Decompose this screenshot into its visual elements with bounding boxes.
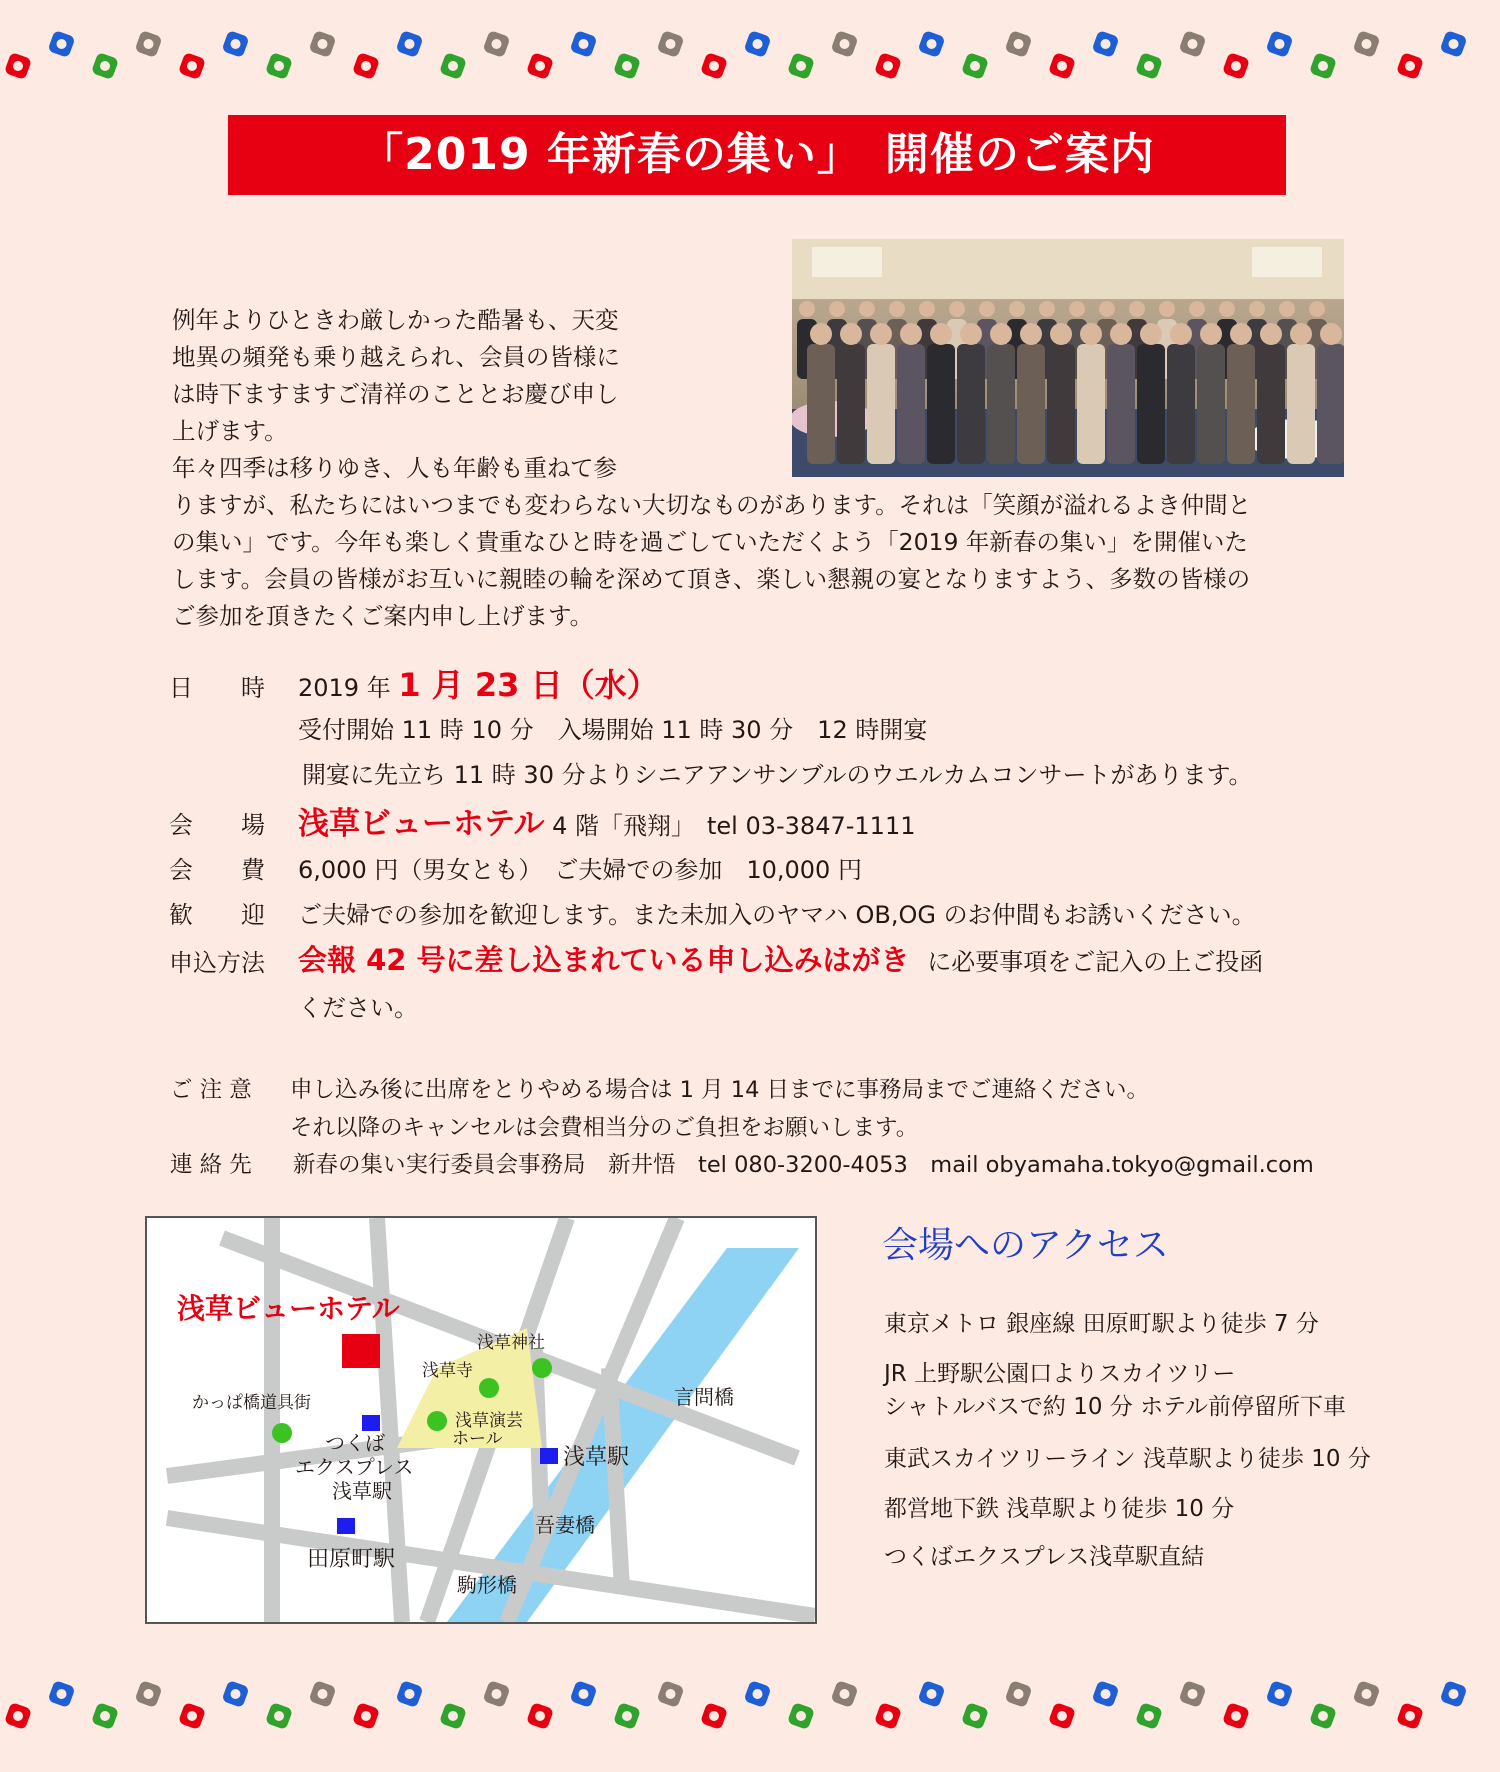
caution-label: ご 注 意 — [170, 1077, 252, 1103]
fee-label: 会 費 — [169, 856, 265, 884]
datetime-value — [298, 660, 659, 706]
contact-label: 連 絡 先 — [170, 1152, 252, 1178]
border-bead — [961, 52, 989, 80]
border-bead — [743, 30, 771, 58]
border-bead — [874, 1702, 902, 1730]
border-bead — [1004, 30, 1032, 58]
border-bead — [1396, 1702, 1424, 1730]
border-bead — [787, 1702, 815, 1730]
map-kototoi-label: 言問橋 — [674, 1385, 734, 1409]
border-bead — [787, 52, 815, 80]
intro-line: 年々四季は移りゆき、人も年齢も重ねて参 — [172, 454, 617, 482]
map-jinja-label: 浅草神社 — [477, 1333, 545, 1353]
intro-line: は時下ますますご清祥のこととお慶び申し — [172, 380, 619, 408]
border-bead — [178, 1702, 206, 1730]
border-bead — [265, 1702, 293, 1730]
welcome-label: 歓 迎 — [169, 901, 265, 929]
border-bead — [1091, 1680, 1119, 1708]
border-bead — [134, 30, 162, 58]
border-bead — [352, 52, 380, 80]
border-bead — [4, 1702, 32, 1730]
map-kappabashi-label: かっぱ橋道具街 — [192, 1393, 311, 1413]
hotel-marker — [342, 1334, 380, 1368]
border-bead — [1178, 1680, 1206, 1708]
border-bead — [1091, 30, 1119, 58]
apply-text: に必要事項をご記入の上ご投函 — [927, 948, 1264, 976]
border-bead — [526, 52, 554, 80]
border-bead — [47, 1680, 75, 1708]
map-engei-label: 浅草演芸 — [455, 1411, 523, 1431]
border-bead — [1439, 1680, 1467, 1708]
decorative-border-bottom — [0, 1672, 1500, 1742]
map-tx-label-3: 浅草駅 — [332, 1479, 392, 1503]
fee-value: 6,000 円（男女とも） ご夫婦での参加 10,000 円 — [298, 856, 862, 884]
border-bead — [1048, 1702, 1076, 1730]
border-bead — [874, 52, 902, 80]
border-bead — [91, 1702, 119, 1730]
border-bead — [961, 1702, 989, 1730]
map-sensoji-label: 浅草寺 — [422, 1361, 473, 1381]
access-line: 東京メトロ 銀座線 田原町駅より徒歩 7 分 — [884, 1311, 1319, 1337]
border-bead — [395, 1680, 423, 1708]
border-bead — [700, 1702, 728, 1730]
apply-value — [298, 938, 1263, 979]
intro-line: します。会員の皆様がお互いに親睦の輪を深めて頂き、楽しい懇親の宴となりますよう、多数の皆様の — [172, 565, 1251, 593]
apply-label: 申込方法 — [169, 949, 265, 977]
intro-line: の集い」です。今年も楽しく貴重なひと時を過ごしていただくよう「2019 年新春の集い」を開催いた — [172, 528, 1248, 556]
venue-name: 浅草ビューホテル — [298, 806, 545, 842]
sensoji-marker — [479, 1378, 499, 1398]
access-line: つくばエクスプレス浅草駅直結 — [884, 1544, 1205, 1570]
border-bead — [1135, 1702, 1163, 1730]
border-bead — [1396, 52, 1424, 80]
intro-line: 例年よりひときわ厳しかった酷暑も、天変 — [172, 306, 619, 334]
border-bead — [221, 1680, 249, 1708]
border-bead — [917, 30, 945, 58]
border-bead — [613, 1702, 641, 1730]
access-line: 都営地下鉄 浅草駅より徒歩 10 分 — [884, 1496, 1235, 1522]
venue-detail: 4 階「飛翔」 tel 03-3847-1111 — [552, 812, 916, 840]
border-bead — [352, 1702, 380, 1730]
border-bead — [482, 30, 510, 58]
access-map — [145, 1216, 817, 1624]
kappabashi-marker — [272, 1423, 292, 1443]
border-bead — [569, 30, 597, 58]
border-bead — [47, 30, 75, 58]
border-bead — [656, 1680, 684, 1708]
border-bead — [221, 30, 249, 58]
border-bead — [917, 1680, 945, 1708]
border-bead — [91, 52, 119, 80]
apply-red-text: 会報 42 号に差し込まれている申し込みはがき — [298, 943, 910, 977]
engei-marker — [427, 1411, 447, 1431]
border-bead — [1222, 1702, 1250, 1730]
border-bead — [1265, 1680, 1293, 1708]
border-bead — [700, 52, 728, 80]
datetime-year: 2019 年 — [298, 674, 391, 702]
border-bead — [1439, 30, 1467, 58]
decorative-border-top — [0, 22, 1500, 92]
datetime-date: 1 月 23 日（水） — [398, 666, 659, 704]
apply-line2: ください。 — [298, 994, 418, 1022]
border-bead — [439, 52, 467, 80]
border-bead — [1048, 52, 1076, 80]
border-bead — [482, 1680, 510, 1708]
border-bead — [1265, 30, 1293, 58]
intro-line: りますが、私たちにはいつまでも変わらない大切なものがあります。それは「笑顔が溢れるよき仲間と — [172, 491, 1252, 519]
border-bead — [395, 30, 423, 58]
border-bead — [830, 1680, 858, 1708]
access-line: シャトルバスで約 10 分 ホテル前停留所下車 — [884, 1394, 1346, 1420]
caution-line1: 申し込み後に出席をとりやめる場合は 1 月 14 日までに事務局までご連絡ください。 — [290, 1077, 1150, 1103]
border-bead — [743, 1680, 771, 1708]
border-bead — [134, 1680, 162, 1708]
border-bead — [265, 52, 293, 80]
border-bead — [830, 30, 858, 58]
contact-value: 新春の集い実行委員会事務局 新井悟 tel 080-3200-4053 mail obyamaha.tokyo@gmail.com — [293, 1152, 1314, 1178]
venue-value — [298, 798, 915, 843]
border-bead — [1004, 1680, 1032, 1708]
map-hotel-label: 浅草ビューホテル — [177, 1292, 400, 1325]
map-tawaramachi-label: 田原町駅 — [307, 1547, 396, 1572]
datetime-times: 受付開始 11 時 10 分 入場開始 11 時 30 分 12 時開宴 — [298, 716, 928, 744]
access-line: 東武スカイツリーライン 浅草駅より徒歩 10 分 — [884, 1446, 1371, 1472]
tx-station-marker — [362, 1415, 380, 1431]
border-bead — [308, 1680, 336, 1708]
border-bead — [1309, 1702, 1337, 1730]
caution-line2: それ以降のキャンセルは会費相当分のご負担をお願いします。 — [290, 1115, 919, 1141]
tawaramachi-marker — [337, 1518, 355, 1534]
border-bead — [613, 52, 641, 80]
intro-line: 上げます。 — [172, 417, 288, 445]
border-bead — [569, 1680, 597, 1708]
border-bead — [308, 30, 336, 58]
page-title: 「2019 年新春の集い」 開催のご案内 — [228, 115, 1286, 195]
border-bead — [1352, 30, 1380, 58]
asakusa-station-marker — [540, 1448, 558, 1464]
border-bead — [439, 1702, 467, 1730]
border-bead — [4, 52, 32, 80]
welcome-value: ご夫婦での参加を歓迎します。また未加入のヤマハ OB,OG のお仲間もお誘いください。 — [298, 901, 1256, 929]
border-bead — [1222, 52, 1250, 80]
intro-line: ご参加を頂きたくご案内申し上げます。 — [172, 602, 594, 630]
map-asakusa-label: 浅草駅 — [563, 1445, 630, 1470]
datetime-label: 日 時 — [169, 674, 265, 702]
intro-text — [172, 302, 1352, 635]
map-azuma-label: 吾妻橋 — [535, 1513, 595, 1537]
border-bead — [178, 52, 206, 80]
access-line: JR 上野駅公園口よりスカイツリー — [884, 1361, 1236, 1387]
map-tx-label: つくば — [325, 1431, 385, 1455]
map-engei-label-2: ホール — [452, 1429, 503, 1449]
jinja-marker — [532, 1358, 552, 1378]
access-title: 会場へのアクセス — [882, 1225, 1169, 1266]
venue-label: 会 場 — [169, 811, 265, 839]
border-bead — [1352, 1680, 1380, 1708]
border-bead — [656, 30, 684, 58]
map-tx-label-2: エクスプレス — [295, 1455, 414, 1479]
datetime-concert: 開宴に先立ち 11 時 30 分よりシニアアンサンブルのウエルカムコンサートがあります。 — [302, 761, 1253, 789]
border-bead — [1178, 30, 1206, 58]
intro-line: 地異の頻発も乗り越えられ、会員の皆様に — [172, 343, 620, 371]
border-bead — [1309, 52, 1337, 80]
border-bead — [1135, 52, 1163, 80]
map-komagata-label: 駒形橋 — [457, 1573, 517, 1597]
border-bead — [526, 1702, 554, 1730]
